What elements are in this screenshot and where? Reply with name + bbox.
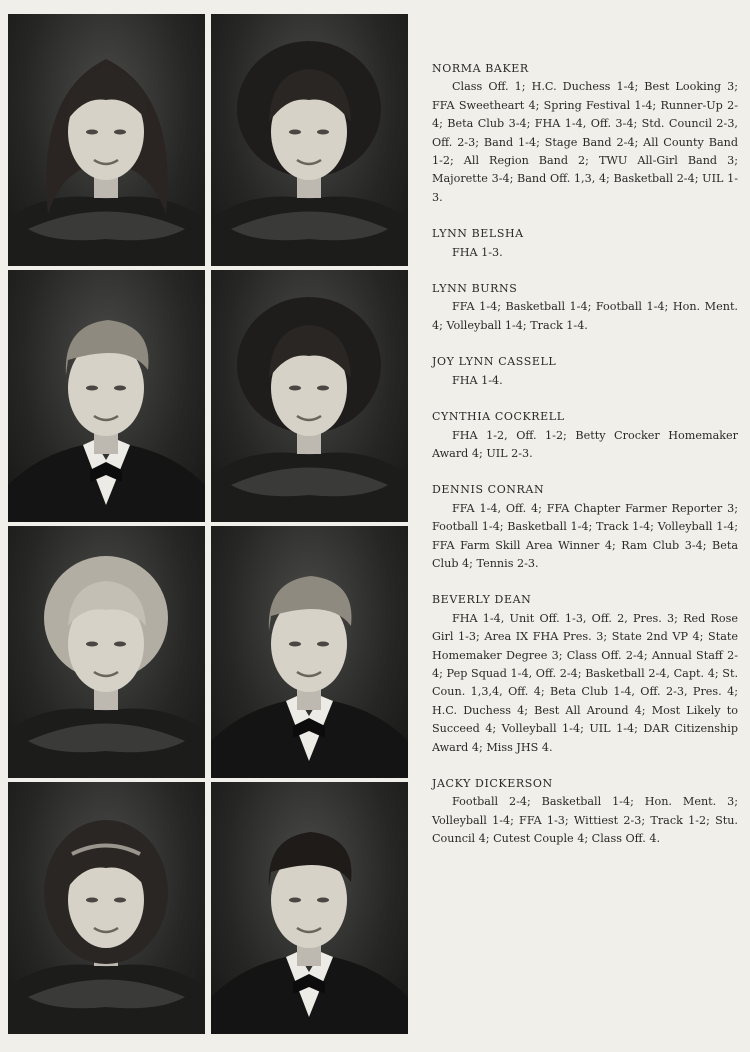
bio-entry [432, 353, 738, 390]
bio-entry [432, 775, 738, 849]
bio-entry [432, 591, 738, 757]
student-name: CYNTHIA COCKRELL [432, 410, 565, 424]
student-name: JOY LYNN CASSELL [432, 355, 557, 369]
student-portrait [211, 526, 408, 778]
student-name: DENNIS CONRAN [432, 483, 545, 497]
portrait-illustration [211, 782, 408, 1034]
student-activities: FFA 1-4; Basketball 1-4; Football 1-4; Hon. Ment. 4; Volleyball 1-4; Track 1-4. [432, 300, 738, 332]
student-name: BEVERLY DEAN [432, 593, 532, 607]
student-activities: Class Off. 1; H.C. Duchess 1-4; Best Looking 3; FFA Sweetheart 4; Spring Festival 1-4; Runner-Up 2-4; Beta Club 3-4; FHA 1-4, Off. 3-4; Std. Council 2-3, Off. 2-3; Band 1-4; Stage Band 2-4; All County Band 1-2; All Region Band 2; TWU All-Girl Band 3; Majorette 3-4; Band Off. 1,3, 4; Basketball 2-4; UIL 1-3. [432, 80, 738, 204]
student-activities: FHA 1-4, Unit Off. 1-3, Off. 2, Pres. 3; Red Rose Girl 1-3; Area IX FHA Pres. 3; State 2nd VP 4; State Homemaker Degree 3; Class Off. 2-4; Annual Staff 2-4; Pep Squad 1-4, Off. 2-4; Basketball 2-4, Capt. 4; St. Coun. 1,3,4, Off. 4; Beta Club 1-4, Off. 2-3, Pres. 4; H.C. Duchess 4; Best All Around 4; Most Likely to Succeed 4; Volleyball 1-4; UIL 1-4; DAR Citizenship Award 4; Miss JHS 4. [432, 611, 738, 754]
bio-entry [432, 408, 738, 463]
student-portrait [8, 526, 205, 778]
portrait-illustration [211, 14, 408, 266]
student-name: LYNN BELSHA [432, 227, 524, 241]
portrait-illustration [8, 526, 205, 778]
student-name: LYNN BURNS [432, 282, 518, 296]
student-portrait [8, 14, 205, 266]
portrait-illustration [211, 526, 408, 778]
portrait-illustration [8, 782, 205, 1034]
portrait-illustration [8, 270, 205, 522]
student-activities: FHA 1-3. [452, 245, 503, 259]
student-activities: FHA 1-4. [452, 373, 503, 387]
bio-entry [432, 60, 738, 207]
bio-entry [432, 481, 738, 573]
student-name: JACKY DICKERSON [432, 777, 553, 790]
student-activities: FFA 1-4, Off. 4; FFA Chapter Farmer Reporter 3; Football 1-4; Basketball 1-4; Track 1-4; Volleyball 1-4; FFA Farm Skill Area Winner 4; Ram Club 3-4; Beta Club 4; Tennis 2-3. [432, 501, 738, 570]
student-portrait [211, 782, 408, 1034]
student-portrait [211, 14, 408, 266]
student-portrait [8, 270, 205, 522]
student-portrait [211, 270, 408, 522]
student-portrait [8, 782, 205, 1034]
portrait-illustration [8, 14, 205, 266]
portrait-illustration [211, 270, 408, 522]
student-name: NORMA BAKER [432, 62, 529, 75]
student-activities: FHA 1-2, Off. 1-2; Betty Crocker Homemaker Award 4; UIL 2-3. [432, 428, 738, 460]
student-activities: Football 2-4; Basketball 1-4; Hon. Ment. 3; Volleyball 1-4; FFA 1-3; Wittiest 2-3; Track 1-2; Stu. Council 4; Cutest Couple 4; Class Off. 4. [432, 795, 738, 846]
bio-entry [432, 225, 738, 262]
portrait-grid [8, 14, 410, 1036]
bio-entry [432, 280, 738, 335]
biography-column [432, 60, 738, 867]
